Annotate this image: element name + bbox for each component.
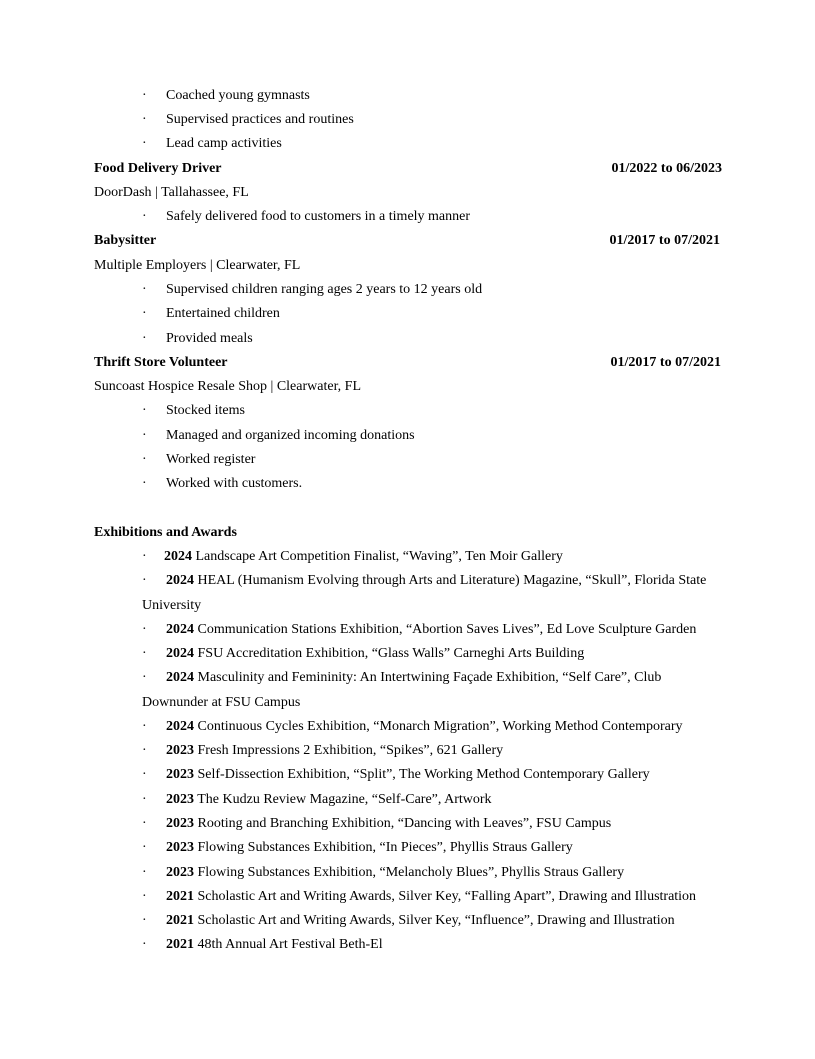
award-text: Scholastic Art and Writing Awards, Silver Key, “Falling Apart”, Drawing and Illustration bbox=[197, 889, 697, 904]
bullet: · bbox=[142, 622, 147, 637]
award-year: 2023 bbox=[166, 816, 194, 831]
award-text: Flowing Substances Exhibition, “Melancholy Blues”, Phyllis Straus Gallery bbox=[197, 865, 625, 880]
list-item bbox=[142, 476, 303, 492]
award-text: Masculinity and Femininity: An Intertwining Façade Exhibition, “Self Care”, Club bbox=[197, 670, 662, 685]
bullet: · bbox=[142, 331, 147, 346]
bullet-text: Supervised practices and routines bbox=[166, 112, 354, 127]
job-employer: Suncoast Hospice Resale Shop | Clearwater, FL bbox=[94, 379, 362, 394]
award-text: FSU Accreditation Exhibition, “Glass Walls” Carneghi Arts Building bbox=[197, 646, 585, 661]
bullet-text: Coached young gymnasts bbox=[166, 88, 310, 103]
bullet: · bbox=[142, 403, 147, 418]
award-item bbox=[142, 573, 707, 589]
award-year: 2024 bbox=[166, 622, 194, 637]
bullet: · bbox=[142, 573, 147, 588]
list-item bbox=[142, 428, 415, 444]
bullet: · bbox=[142, 816, 147, 831]
award-year: 2024 bbox=[164, 549, 192, 564]
award-year: 2021 bbox=[166, 889, 194, 904]
award-item bbox=[142, 889, 697, 905]
bullet: · bbox=[142, 209, 147, 224]
bullet-text: Lead camp activities bbox=[166, 136, 282, 151]
award-item bbox=[142, 840, 573, 856]
award-item bbox=[142, 622, 697, 638]
award-year: 2023 bbox=[166, 865, 194, 880]
job-title: Food Delivery Driver bbox=[94, 161, 222, 176]
list-item bbox=[142, 209, 471, 225]
bullet-text: Entertained children bbox=[166, 306, 280, 321]
award-continuation: Downunder at FSU Campus bbox=[142, 695, 301, 710]
bullet: · bbox=[142, 428, 147, 443]
job-title: Babysitter bbox=[94, 233, 157, 248]
bullet: · bbox=[142, 282, 147, 297]
bullet-text: Supervised children ranging ages 2 years to 12 years old bbox=[166, 282, 483, 297]
award-year: 2024 bbox=[166, 719, 194, 734]
award-year: 2024 bbox=[166, 670, 194, 685]
bullet: · bbox=[142, 476, 147, 491]
award-continuation: University bbox=[142, 598, 202, 613]
bullet: · bbox=[142, 840, 147, 855]
award-text: Rooting and Branching Exhibition, “Dancing with Leaves”, FSU Campus bbox=[197, 816, 612, 831]
section-heading: Exhibitions and Awards bbox=[94, 525, 237, 540]
bullet: · bbox=[142, 306, 147, 321]
bullet: · bbox=[142, 646, 147, 661]
bullet-text: Safely delivered food to customers in a timely manner bbox=[166, 209, 471, 224]
list-item bbox=[142, 282, 483, 298]
award-text: Landscape Art Competition Finalist, “Waving”, Ten Moir Gallery bbox=[195, 549, 563, 564]
award-item bbox=[142, 549, 563, 565]
award-item bbox=[142, 913, 675, 929]
award-year: 2023 bbox=[166, 767, 194, 782]
award-text: Flowing Substances Exhibition, “In Pieces”, Phyllis Straus Gallery bbox=[197, 840, 573, 855]
bullet: · bbox=[142, 549, 147, 564]
list-item bbox=[142, 452, 256, 468]
award-text: Fresh Impressions 2 Exhibition, “Spikes”, 621 Gallery bbox=[197, 743, 504, 758]
bullet: · bbox=[142, 88, 147, 103]
bullet-text: Worked with customers. bbox=[166, 476, 303, 491]
award-item bbox=[142, 646, 585, 662]
bullet: · bbox=[142, 792, 147, 807]
bullet: · bbox=[142, 670, 147, 685]
bullet-text: Provided meals bbox=[166, 331, 253, 346]
job-employer: DoorDash | Tallahassee, FL bbox=[94, 185, 249, 200]
award-item bbox=[142, 792, 492, 808]
list-item bbox=[142, 112, 354, 128]
award-text: 48th Annual Art Festival Beth-El bbox=[197, 937, 383, 952]
award-item bbox=[142, 743, 504, 759]
list-item bbox=[142, 88, 310, 104]
award-year: 2024 bbox=[166, 646, 194, 661]
bullet-text: Managed and organized incoming donations bbox=[166, 428, 415, 443]
bullet: · bbox=[142, 719, 147, 734]
award-text: HEAL (Humanism Evolving through Arts and Literature) Magazine, “Skull”, Florida State bbox=[197, 573, 707, 588]
job-dates: 01/2017 to 07/2021 bbox=[610, 355, 721, 370]
job-employer: Multiple Employers | Clearwater, FL bbox=[94, 258, 301, 273]
bullet: · bbox=[142, 112, 147, 127]
award-year: 2023 bbox=[166, 743, 194, 758]
bullet: · bbox=[142, 913, 147, 928]
award-text: Scholastic Art and Writing Awards, Silver Key, “Influence”, Drawing and Illustration bbox=[197, 913, 675, 928]
award-year: 2023 bbox=[166, 840, 194, 855]
award-year: 2021 bbox=[166, 937, 194, 952]
list-item bbox=[142, 136, 282, 152]
bullet: · bbox=[142, 767, 147, 782]
list-item bbox=[142, 403, 245, 419]
bullet: · bbox=[142, 937, 147, 952]
award-text: Self-Dissection Exhibition, “Split”, The Working Method Contemporary Gallery bbox=[197, 767, 650, 782]
award-item bbox=[142, 670, 662, 686]
award-item bbox=[142, 865, 625, 881]
list-item bbox=[142, 306, 280, 322]
bullet: · bbox=[142, 889, 147, 904]
bullet: · bbox=[142, 743, 147, 758]
bullet-text: Worked register bbox=[166, 452, 256, 467]
award-item bbox=[142, 719, 683, 735]
award-item bbox=[142, 767, 650, 783]
job-dates: 01/2022 to 06/2023 bbox=[611, 161, 722, 176]
bullet-text: Stocked items bbox=[166, 403, 245, 418]
job-dates: 01/2017 to 07/2021 bbox=[609, 233, 720, 248]
award-text: Continuous Cycles Exhibition, “Monarch Migration”, Working Method Contemporary bbox=[197, 719, 683, 734]
award-item bbox=[142, 937, 383, 953]
award-text: The Kudzu Review Magazine, “Self-Care”, Artwork bbox=[197, 792, 492, 807]
award-year: 2024 bbox=[166, 573, 194, 588]
job-title: Thrift Store Volunteer bbox=[94, 355, 228, 370]
bullet: · bbox=[142, 136, 147, 151]
award-text: Communication Stations Exhibition, “Abortion Saves Lives”, Ed Love Sculpture Garden bbox=[197, 622, 697, 637]
award-item bbox=[142, 816, 612, 832]
award-year: 2023 bbox=[166, 792, 194, 807]
bullet: · bbox=[142, 452, 147, 467]
bullet: · bbox=[142, 865, 147, 880]
award-year: 2021 bbox=[166, 913, 194, 928]
list-item bbox=[142, 331, 253, 347]
